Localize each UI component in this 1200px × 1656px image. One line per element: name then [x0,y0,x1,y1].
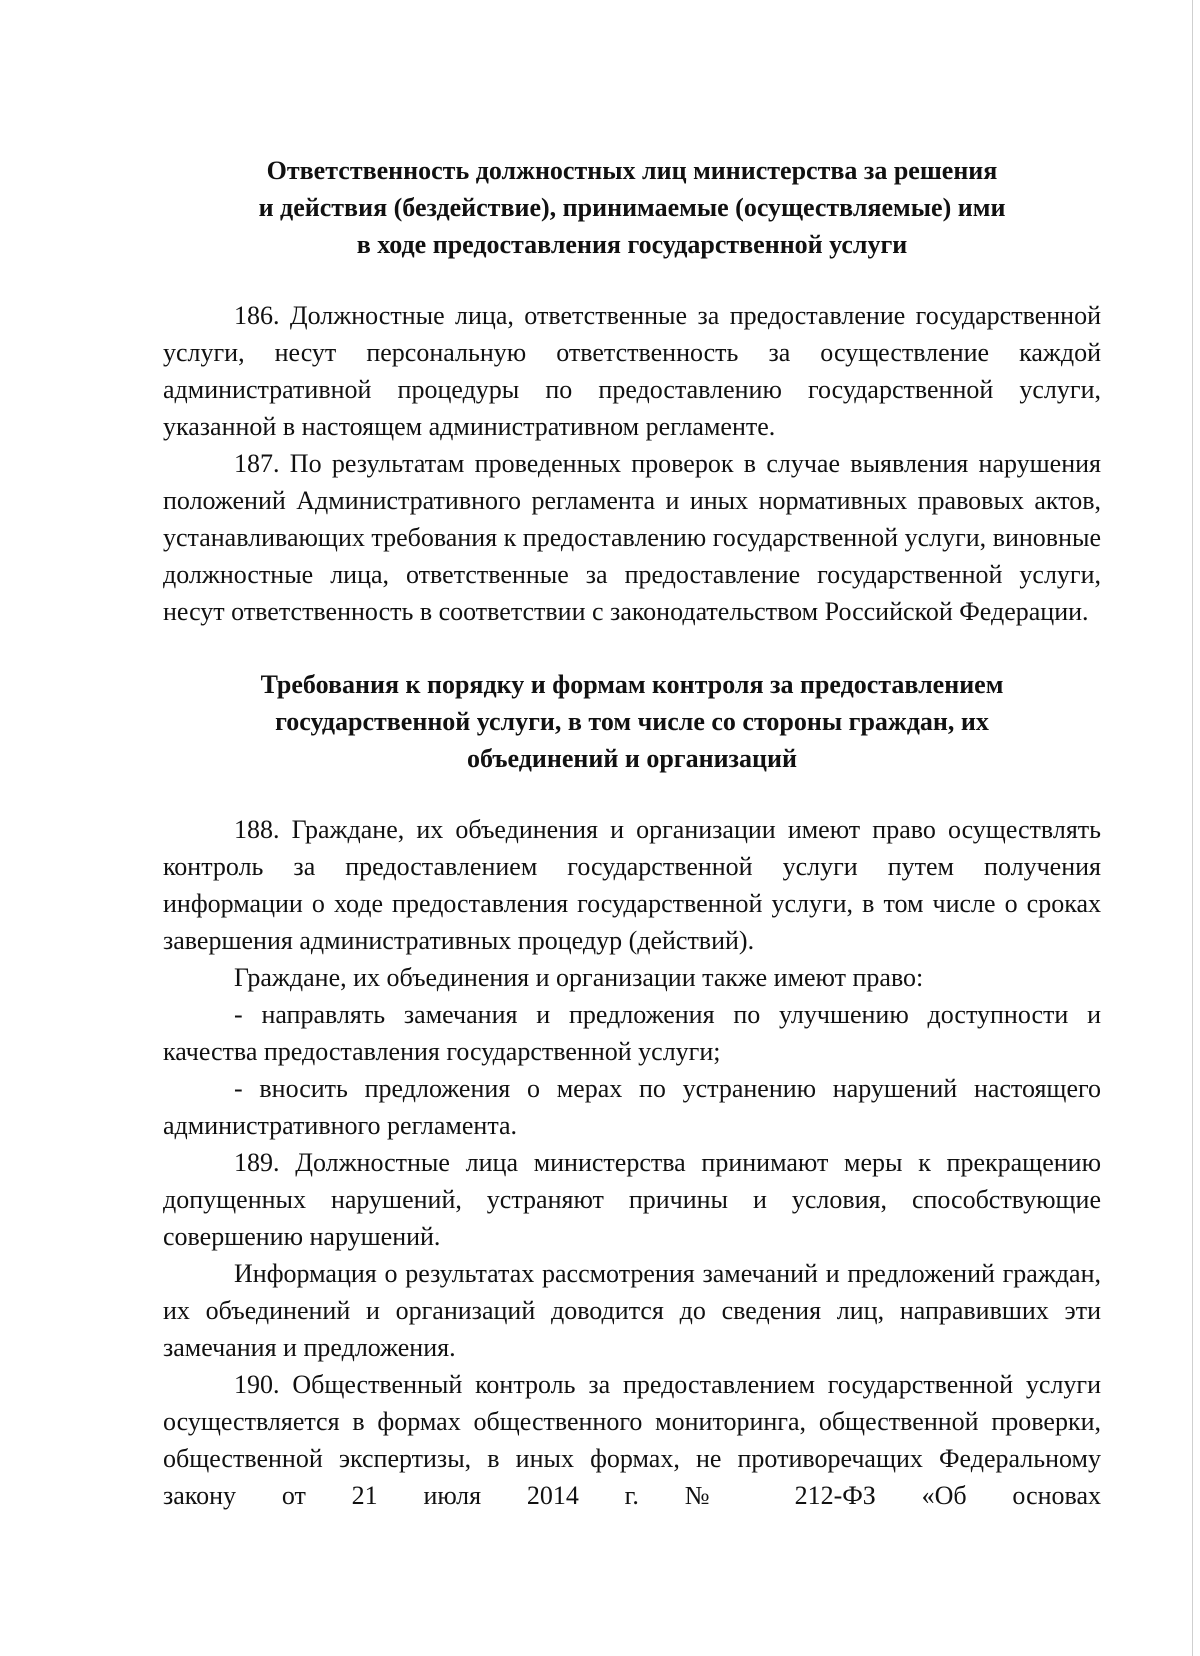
heading-line: Ответственность должностных лиц министерства за решения [266,156,998,185]
heading-line: объединений и организаций [467,744,797,773]
paragraph-189: 189. Должностные лица министерства принимают меры к прекращению допущенных нарушений, устраняют причины и условия, способствующие совершению нарушений. [163,1148,1101,1251]
paragraph-results-info: Информация о результатах рассмотрения замечаний и предложений граждан, их объединений и организаций доводится до сведения лиц, направивших эти замечания и предложения. [163,1259,1101,1362]
paragraph-190: 190. Общественный контроль за предоставлением государственной услуги осуществляется в формах общественного мониторинга, общественной проверки, общественной экспертизы, в иных формах, не противоречащих Федеральному закону от 21 июля 2014 г. № 212-ФЗ «Об основах [163,1370,1101,1510]
paragraph-right-remarks: - направлять замечания и предложения по улучшению доступности и качества предоставления государственной услуги; [163,1000,1101,1066]
section-heading-responsibility [163,152,1101,263]
heading-line: и действия (бездействие), принимаемые (осуществляемые) ими [258,193,1006,222]
paragraph-188: 188. Граждане, их объединения и организации имеют право осуществлять контроль за предоставлением государственной услуги путем получения информации о ходе предоставления государственной услуги, в том числе о сроках завершения административных процедур (действий). [163,815,1101,955]
paragraph-187: 187. По результатам проведенных проверок в случае выявления нарушения положений Административного регламента и иных нормативных правовых актов, устанавливающих требования к предоставлению государственной услуги, виновные должностные лица, ответственные за предоставление государственной услуги, несут ответственность в соответствии с законодательством Российской Федерации. [163,449,1101,626]
page-content [163,152,1101,1514]
paragraph-right-proposals: - вносить предложения о мерах по устранению нарушений настоящего административного регламента. [163,1074,1101,1140]
heading-line: Требования к порядку и формам контроля за предоставлением [260,670,1004,699]
paragraph-rights-intro: Граждане, их объединения и организации также имеют право: [234,963,924,992]
scan-edge-line [1192,0,1193,1656]
heading-line: в ходе предоставления государственной услуги [356,230,908,259]
paragraph-186: 186. Должностные лица, ответственные за предоставление государственной услуги, несут персональную ответственность за осуществление каждой административной процедуры по предоставлению государственной услуги, указанной в настоящем административном регламенте. [163,301,1101,441]
section-heading-control-requirements [163,666,1101,777]
heading-line: государственной услуги, в том числе со стороны граждан, их [275,707,989,736]
